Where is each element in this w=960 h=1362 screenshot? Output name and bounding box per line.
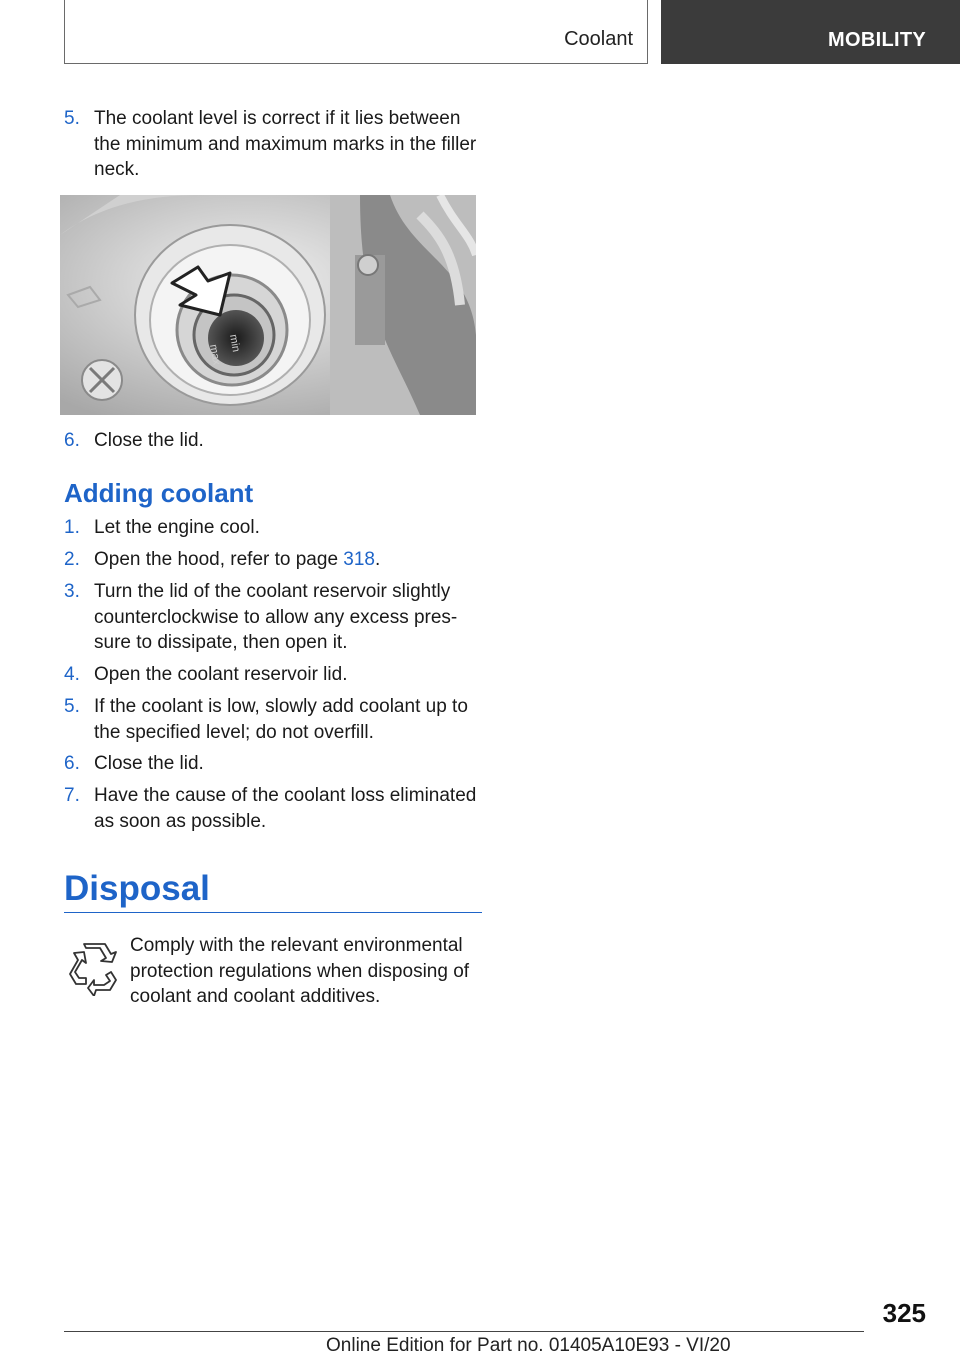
list-item [64,783,482,834]
heading-rule [64,912,482,913]
step-text: Close the lid. [94,430,204,451]
step-number: 1. [64,517,80,538]
step-text-end: . [375,549,381,570]
page-reference-link[interactable]: 318 [343,549,375,570]
disposal-note: Comply with the relevant environmental protection regulations when disposing of coolant and coolant additives. [130,935,470,1007]
recycle-icon [64,938,122,996]
section-title: Coolant [564,28,633,50]
running-header-chapter-tab [661,0,960,64]
step-text: Close the lid. [94,753,204,774]
step-text: Turn the lid of the coolant reservoir slightly counterclockwise to allow any excess pres‐sure to dissipate, then open it. [94,581,458,653]
edition-note: Online Edition for Part no. 01405A10E93 - VI/20 [326,1335,731,1356]
chapter-heading-disposal: Disposal [64,869,210,908]
list-item [64,662,482,688]
step-number: 5. [64,696,80,717]
step-text: Let the engine cool. [94,517,260,538]
step-number: 4. [64,664,80,685]
list-item [64,428,482,454]
list-item [64,694,482,745]
step-number: 5. [64,108,80,129]
step-text: The coolant level is correct if it lies between the minimum and maximum marks in the filler neck. [94,108,477,180]
step-text: Have the cause of the coolant loss eliminated as soon as possible. [94,785,477,832]
chapter-title: MOBILITY [828,29,926,51]
list-item [64,751,482,777]
step-text [94,547,482,573]
list-item [64,579,482,656]
step-number: 7. [64,785,80,806]
step-text: Open the coolant reservoir lid. [94,664,348,685]
page-number: 325 [882,1298,926,1328]
step-text-start: Open the hood, refer to page [94,549,344,570]
running-header-left [64,0,648,64]
max-mark-text: max [207,343,223,366]
list-item [64,515,482,541]
step-text: If the coolant is low, slowly add coolant up to the specified level; do not overfill. [94,696,468,743]
step-number: 2. [64,549,80,570]
coolant-reservoir-photo [60,195,476,415]
step-number: 3. [64,581,80,602]
list-item [64,106,482,183]
footer-rule [64,1331,864,1332]
section-heading-adding-coolant: Adding coolant [64,478,254,508]
step-number: 6. [64,430,80,451]
min-mark-text: min [227,333,242,353]
list-item [64,547,482,573]
step-number: 6. [64,753,80,774]
